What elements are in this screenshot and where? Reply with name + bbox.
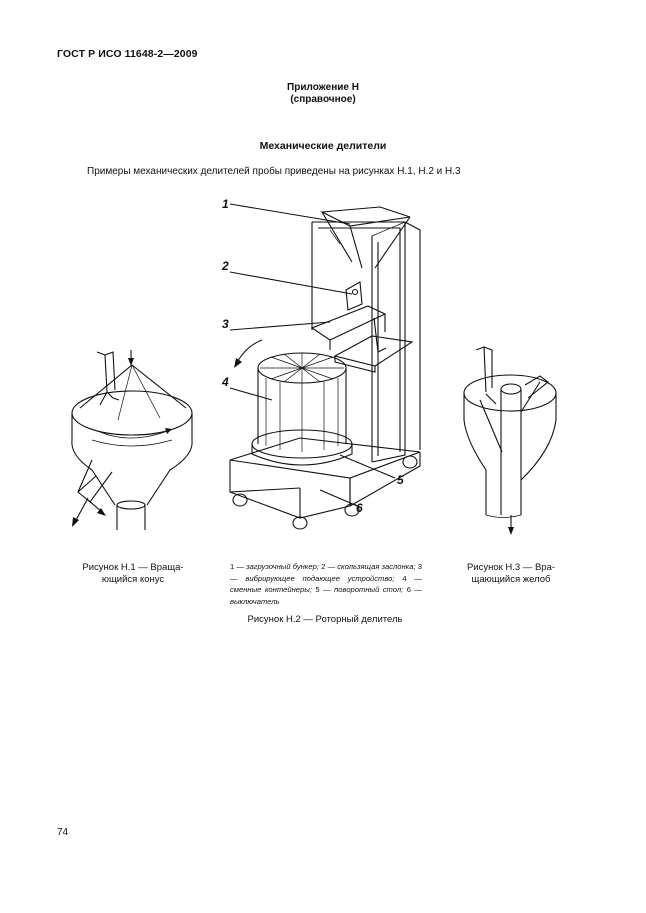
figure-h1-caption-line1: Рисунок Н.1 — Враща- (82, 562, 184, 573)
label-5: 5 (397, 473, 404, 487)
legend-num-5: 5 (315, 585, 320, 594)
annex-subtitle: (справочное) (290, 94, 356, 105)
figure-h2-caption: Рисунок Н.2 — Роторный делитель (247, 614, 403, 625)
label-2: 2 (222, 259, 229, 273)
legend-num-3: 3 (417, 562, 422, 571)
figure-h1-caption (68, 562, 198, 586)
figure-h3-caption-line2: щающийся желоб (471, 574, 551, 585)
figure-h3-drawing (464, 347, 556, 535)
legend-text-2: скользящая заслонка; (337, 562, 418, 571)
figure-h2-legend: 1 — загрузочный бункер; 2 — скользящая заслонка; 3 — вибрирующее подающее устройство; 4 — сменные контейнеры; 5 — поворотный стол; 6 — выключатель (230, 562, 422, 606)
label-3: 3 (222, 317, 229, 331)
legend-text-3: вибрирующее подающее устройство; (245, 573, 403, 583)
label-6: 6 (356, 501, 363, 515)
section-title: Механические делители (259, 140, 387, 152)
legend-num-2: 2 (321, 562, 326, 571)
figure-h1-drawing (72, 350, 192, 530)
legend-text-1: загрузочный бункер; (246, 562, 322, 571)
label-4: 4 (222, 375, 229, 389)
label-1: 1 (222, 197, 229, 211)
figure-h2-drawing (221, 197, 420, 529)
legend-num-1: 1 (230, 562, 235, 571)
annex-title: Приложение Н (287, 82, 359, 93)
legend-num-4: 4 (402, 573, 407, 583)
legend-text-4: сменные контейнеры; (230, 585, 316, 594)
page-number: 74 (57, 827, 69, 838)
figure-h3-caption-line1: Рисунок Н.3 — Вра- (466, 562, 556, 573)
legend-text-6: выключатель (230, 596, 280, 606)
figure-h3-caption (446, 562, 576, 586)
legend-text-5: поворотный стол; (334, 585, 407, 594)
document-header: ГОСТ Р ИСО 11648-2—2009 (57, 48, 198, 60)
figure-h1-caption-line2: ющийся конус (101, 574, 165, 585)
legend-num-6: 6 (406, 585, 411, 594)
intro-text: Примеры механических делителей пробы приведены на рисунках Н.1, Н.2 и Н.3 (87, 166, 461, 177)
